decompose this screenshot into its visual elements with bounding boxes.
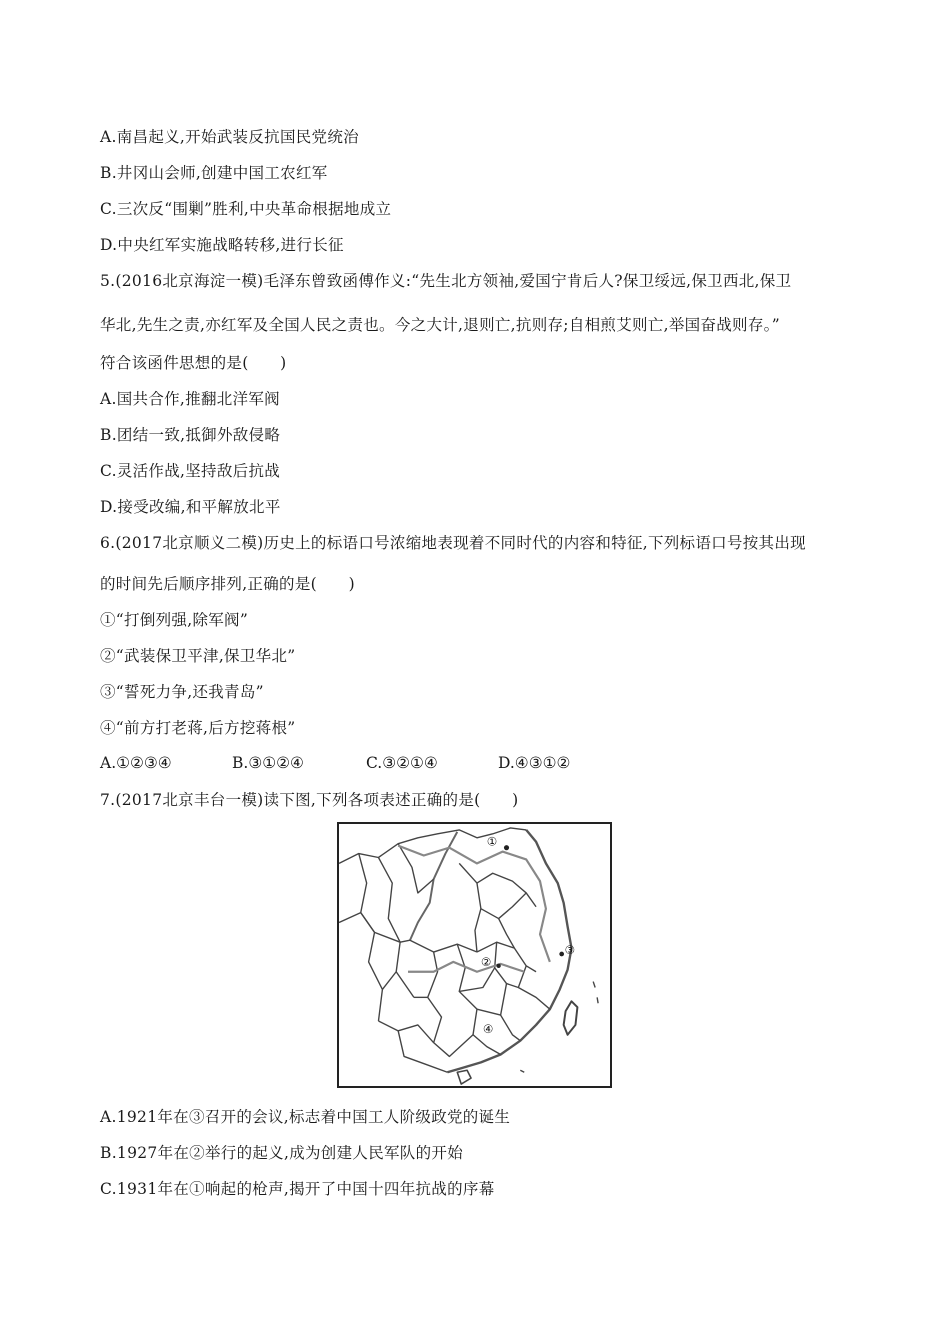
- q7-option-b: B.1927年在②举行的起义,成为创建人民军队的开始: [100, 1144, 463, 1162]
- nanchang-marker: [496, 964, 500, 968]
- q6-option-b: B.③①②④: [232, 754, 304, 772]
- q6-slogan-1: ①“打倒列强,除军阀”: [100, 611, 249, 629]
- map-label-2: ②: [480, 954, 492, 969]
- q6-stem-line1: 6.(2017北京顺义二模)历史上的标语口号浓缩地表现着不同时代的内容和特征,下列标语口号按其出现: [100, 534, 806, 552]
- beijing-marker: [504, 845, 509, 850]
- q5-option-c: C.灵活作战,坚持敌后抗战: [100, 462, 281, 480]
- q6-option-c: C.③②①④: [366, 754, 438, 772]
- q7-stem: 7.(2017北京丰台一模)读下图,下列各项表述正确的是( ): [100, 791, 519, 809]
- map-label-1: ①: [486, 834, 498, 849]
- q4-option-d: D.中央红军实施战略转移,进行长征: [100, 236, 344, 254]
- q4-option-a: A.南昌起义,开始武装反抗国民党统治: [100, 128, 359, 146]
- q6-stem-line2: 的时间先后顺序排列,正确的是( ): [100, 575, 355, 593]
- q5-option-b: B.团结一致,抵御外敌侵略: [100, 426, 281, 444]
- q7-option-c: C.1931年在①响起的枪声,揭开了中国十四年抗战的序幕: [100, 1180, 495, 1198]
- q5-option-d: D.接受改编,和平解放北平: [100, 498, 281, 516]
- q6-option-a: A.①②③④: [100, 754, 172, 772]
- q5-stem-line3: 符合该函件思想的是( ): [100, 354, 287, 372]
- map-label-3: ③: [564, 943, 576, 958]
- q6-slogan-4: ④“前方打老蒋,后方挖蒋根”: [100, 719, 296, 737]
- china-map: [339, 824, 610, 1086]
- q5-stem-line2: 华北,先生之责,亦红军及全国人民之责也。今之大计,退则亡,抗则存;自相煎艾则亡,举国奋战则存。”: [100, 316, 780, 334]
- q7-option-a: A.1921年在③召开的会议,标志着中国工人阶级政党的诞生: [100, 1108, 511, 1126]
- q6-slogan-2: ②“武装保卫平津,保卫华北”: [100, 647, 296, 665]
- q5-stem-line1: 5.(2016北京海淀一模)毛泽东曾致函傅作义:“先生北方领袖,爱国宁肯后人?保卫绥远,保卫西北,保卫: [100, 272, 792, 290]
- q4-option-b: B.井冈山会师,创建中国工农红军: [100, 164, 328, 182]
- q4-option-c: C.三次反“围剿”胜利,中央革命根据地成立: [100, 200, 392, 218]
- q5-option-a: A.国共合作,推翻北洋军阀: [100, 390, 280, 408]
- q6-option-d: D.④③①②: [498, 754, 571, 772]
- shanghai-marker: [559, 952, 564, 957]
- q6-options-row: [100, 754, 660, 774]
- china-map-figure: [337, 822, 612, 1088]
- q6-slogan-3: ③“誓死力争,还我青岛”: [100, 683, 264, 701]
- map-label-4: ④: [482, 1021, 494, 1036]
